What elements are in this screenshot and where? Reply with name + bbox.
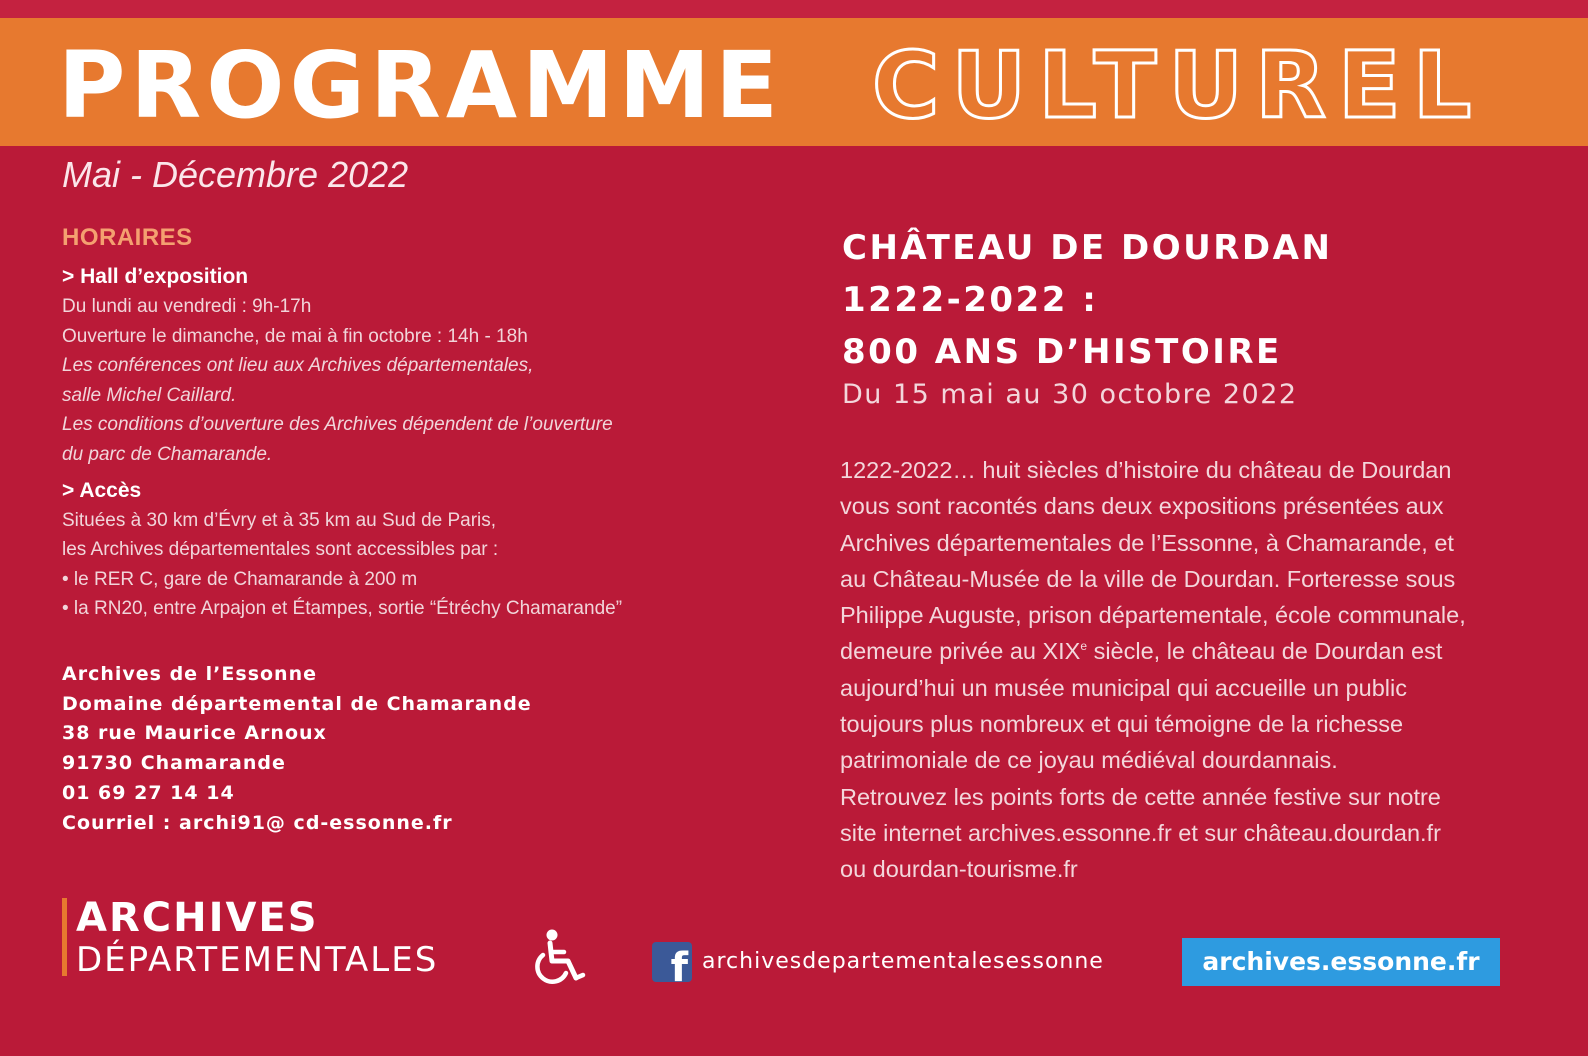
description-line: vous sont racontés dans deux expositions présentées aux	[840, 493, 1444, 520]
address-phone: 01 69 27 14 14	[62, 781, 235, 804]
period-subtitle: Mai - Décembre 2022	[62, 154, 409, 195]
event-title-line: 1222-2022 :	[842, 280, 1099, 320]
description-line: Retrouvez les points forts de cette année festive sur notre	[840, 783, 1441, 810]
acces-line: les Archives départementales sont accessibles par :	[62, 539, 499, 561]
address-domain: Domaine départemental de Chamarande	[62, 692, 532, 715]
description-line: ou dourdan-tourisme.fr	[840, 856, 1078, 883]
banner-title-programme: PROGRAMME	[58, 32, 783, 139]
event-title-line: 800 ANS D’HISTOIRE	[842, 332, 1282, 372]
logo-accent-bar	[62, 898, 67, 976]
contact-address	[62, 660, 532, 838]
hall-note: salle Michel Caillard.	[62, 384, 237, 406]
banner-title-culturel: CULTUREL	[872, 32, 1484, 139]
hall-heading: > Hall d’exposition	[62, 265, 249, 288]
description-line: demeure privée au XIXe siècle, le château de Dourdan est	[840, 638, 1443, 665]
description-line: 1222-2022… huit siècles d’histoire du château de Dourdan	[840, 457, 1452, 483]
description-line: Archives départementales de l’Essonne, à Chamarande, et	[840, 529, 1454, 556]
address-email: Courriel : archi91@ cd-essonne.fr	[62, 811, 453, 834]
event-header	[842, 222, 1512, 412]
accessibility-icon	[530, 928, 586, 986]
horaires-section	[62, 224, 762, 624]
acces-line-rer: • le RER C, gare de Chamarande à 200 m	[62, 568, 418, 590]
description-line: Philippe Auguste, prison départementale, école communale,	[840, 602, 1466, 629]
facebook-handle-link[interactable]: archivesdepartementalesessonne	[702, 949, 1104, 974]
acces-heading: > Accès	[62, 478, 142, 502]
event-title-line: CHÂTEAU DE DOURDAN	[842, 228, 1333, 268]
description-line: patrimoniale de ce joyau médiéval dourdannais.	[840, 747, 1338, 774]
hall-note: Les conditions d’ouverture des Archives dépendent de l’ouverture	[62, 414, 613, 436]
title-banner	[0, 18, 1588, 146]
acces-line-rn20: • la RN20, entre Arpajon et Étampes, sortie “Étréchy Chamarande”	[62, 598, 623, 620]
description-line: site internet archives.essonne.fr et sur château.dourdan.fr	[840, 819, 1441, 846]
hall-note: Les conférences ont lieu aux Archives départementales,	[62, 355, 534, 377]
event-description	[840, 452, 1510, 888]
page-top-edge	[0, 0, 1588, 18]
description-line: au Château-Musée de la ville de Dourdan. Forteresse sous	[840, 565, 1456, 592]
website-link-button[interactable]: archives.essonne.fr	[1182, 938, 1500, 986]
hall-note: du parc de Chamarande.	[62, 443, 273, 465]
description-line: toujours plus nombreux et qui témoigne de la richesse	[840, 711, 1404, 738]
logo-line-departementales: DÉPARTEMENTALES	[76, 940, 439, 980]
address-name: Archives de l’Essonne	[62, 663, 317, 685]
logo-line-archives: ARCHIVES	[76, 895, 319, 941]
horaires-heading: HORAIRES	[62, 224, 193, 251]
hall-hours-sunday: Ouverture le dimanche, de mai à fin octobre : 14h - 18h	[62, 325, 528, 347]
address-city: 91730 Chamarande	[62, 752, 286, 775]
event-dates: Du 15 mai au 30 octobre 2022	[842, 379, 1298, 410]
description-line: aujourd’hui un musée municipal qui accueille un public	[840, 674, 1407, 701]
hall-hours-weekday: Du lundi au vendredi : 9h-17h	[62, 296, 312, 317]
facebook-icon[interactable]: f	[652, 942, 692, 982]
address-street: 38 rue Maurice Arnoux	[62, 722, 327, 745]
acces-line: Situées à 30 km d’Évry et à 35 km au Sud de Paris,	[62, 509, 497, 531]
